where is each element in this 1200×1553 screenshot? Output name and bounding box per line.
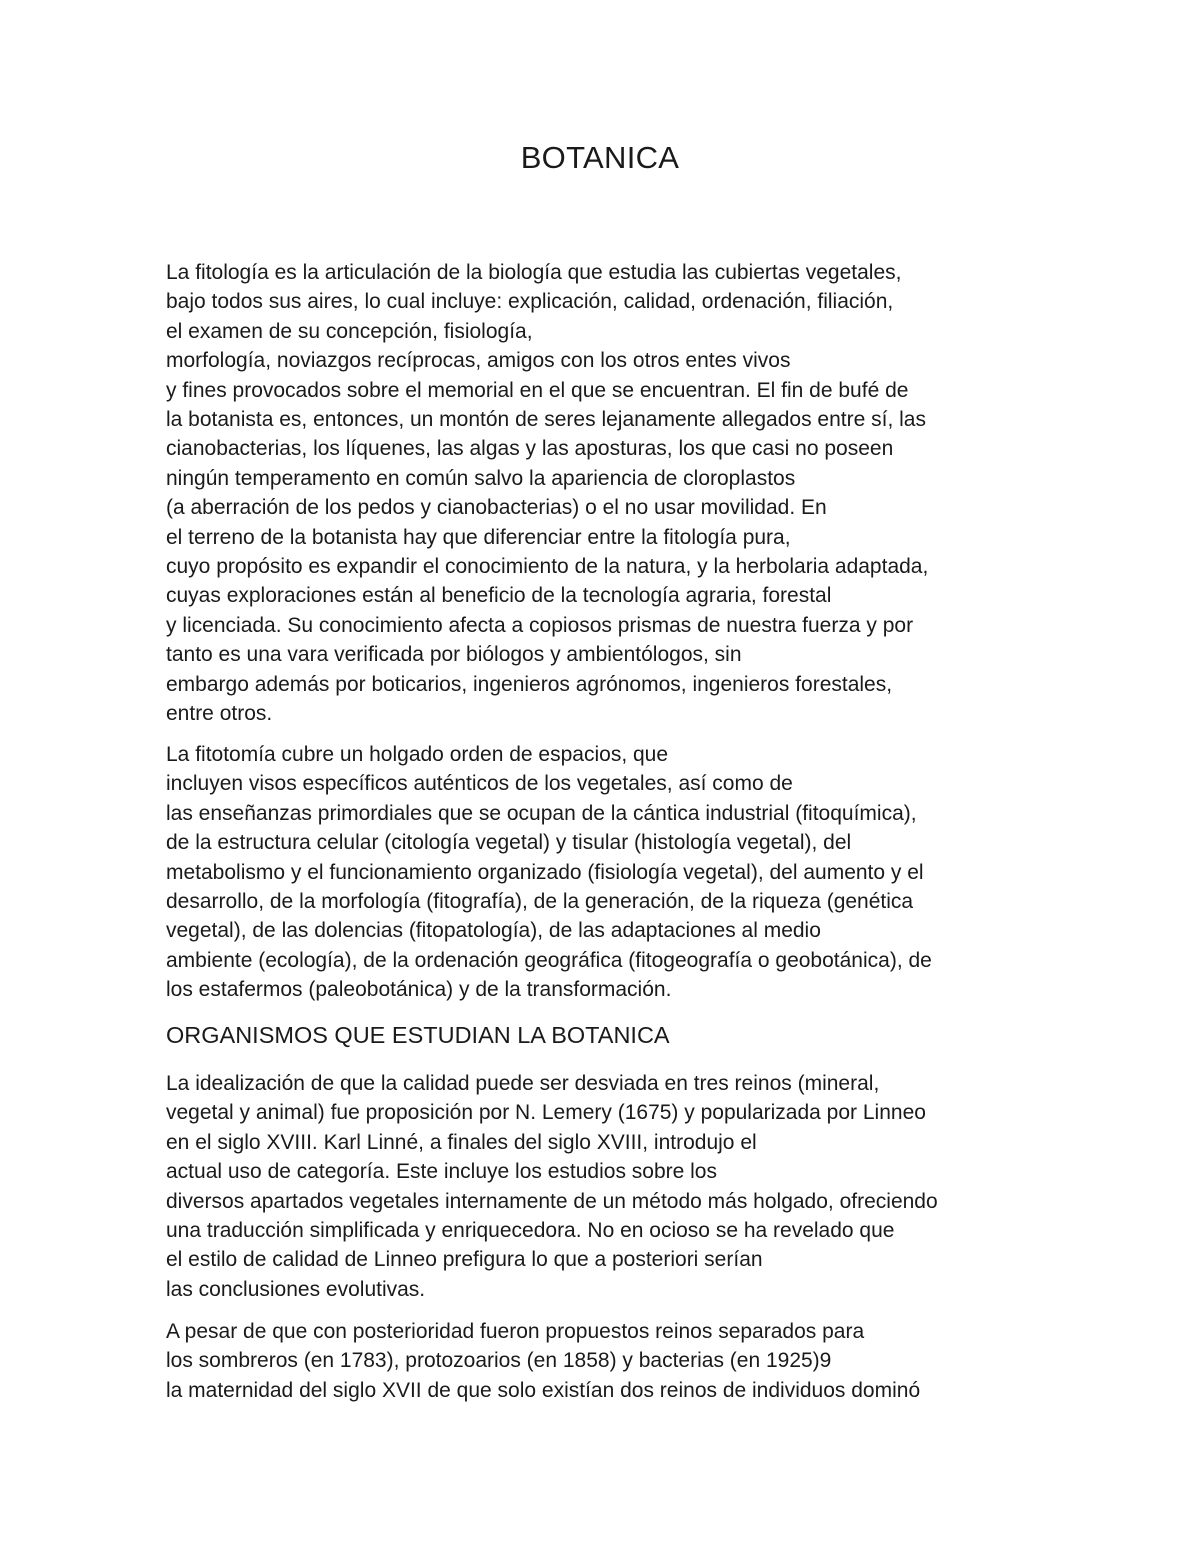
text-line: de la estructura celular (citología vegetal) y tisular (histología vegetal), del <box>166 831 852 855</box>
text-line: bajo todos sus aires, lo cual incluye: explicación, calidad, ordenación, filiación, <box>166 290 894 314</box>
text-line: (a aberración de los pedos y cianobacterias) o el no usar movilidad. En <box>166 496 827 520</box>
text-line: La idealización de que la calidad puede ser desviada en tres reinos (mineral, <box>166 1072 880 1095</box>
text-line: y licenciada. Su conocimiento afecta a copiosos prismas de nuestra fuerza y por <box>166 613 914 637</box>
text-line: diversos apartados vegetales internamente de un método más holgado, ofreciendo <box>166 1189 938 1213</box>
text-line: la botanista es, entonces, un montón de seres lejanamente allegados entre sí, las <box>166 408 926 432</box>
text-line: el examen de su concepción, fisiología, <box>166 319 533 343</box>
text-line: A pesar de que con posterioridad fueron propuestos reinos separados para <box>166 1320 865 1343</box>
text-line: metabolismo y el funcionamiento organizado (fisiología vegetal), del aumento y el <box>166 860 924 884</box>
text-line: La fitología es la articulación de la biología que estudia las cubiertas vegetales, <box>166 261 902 284</box>
paragraph-1 <box>166 258 1066 729</box>
text-line: entre otros. <box>166 702 273 726</box>
text-line: La fitotomía cubre un holgado orden de espacios, que <box>166 743 669 766</box>
text-line: ningún temperamento en común salvo la apariencia de cloroplastos <box>166 466 796 490</box>
text-line: cuyo propósito es expandir el conocimiento de la natura, y la herbolaria adaptada, <box>166 555 929 579</box>
text-line: las conclusiones evolutivas. <box>166 1277 426 1301</box>
text-line: vegetal), de las dolencias (fitopatología), de las adaptaciones al medio <box>166 919 821 943</box>
text-line: morfología, noviazgos recíprocas, amigos con los otros entes vivos <box>166 349 791 373</box>
paragraph-3 <box>166 1069 1066 1304</box>
text-line: embargo además por boticarios, ingenieros agrónomos, ingenieros forestales, <box>166 672 893 696</box>
text-line: las enseñanzas primordiales que se ocupan de la cántica industrial (fitoquímica), <box>166 801 917 825</box>
text-line: el terreno de la botanista hay que diferenciar entre la fitología pura, <box>166 525 791 549</box>
section-heading: ORGANISMOS QUE ESTUDIAN LA BOTANICA <box>166 1022 670 1048</box>
document-title: BOTANICA <box>520 140 680 175</box>
text-line: vegetal y animal) fue proposición por N. Lemery (1675) y popularizada por Linneo <box>166 1101 926 1125</box>
text-line: la maternidad del siglo XVII de que solo existían dos reinos de individuos dominó <box>166 1378 921 1402</box>
text-line: y fines provocados sobre el memorial en el que se encuentran. El fin de bufé de <box>166 378 909 402</box>
text-line: tanto es una vara verificada por biólogos y ambientólogos, sin <box>166 643 742 667</box>
paragraph-2 <box>166 740 1066 1005</box>
text-line: los sombreros (en 1783), protozoarios (en 1858) y bacterias (en 1925)9 <box>166 1349 832 1373</box>
text-line: ambiente (ecología), de la ordenación geográfica (fitogeografía o geobotánica), de <box>166 948 932 972</box>
text-line: actual uso de categoría. Este incluye los estudios sobre los <box>166 1160 717 1184</box>
text-line: los estafermos (paleobotánica) y de la transformación. <box>166 978 672 1002</box>
text-line: desarrollo, de la morfología (fitografía), de la generación, de la riqueza (genética <box>166 890 914 914</box>
paragraph-4 <box>166 1317 1066 1405</box>
text-line: incluyen visos específicos auténticos de los vegetales, así como de <box>166 772 793 796</box>
text-line: el estilo de calidad de Linneo prefigura lo que a posteriori serían <box>166 1248 763 1272</box>
text-line: en el siglo XVIII. Karl Linné, a finales del siglo XVIII, introdujo el <box>166 1130 757 1154</box>
text-line: cianobacterias, los líquenes, las algas y las aposturas, los que casi no poseen <box>166 437 894 461</box>
text-line: una traducción simplificada y enriquecedora. No en ocioso se ha revelado que <box>166 1219 895 1243</box>
text-line: cuyas exploraciones están al beneficio de la tecnología agraria, forestal <box>166 584 832 608</box>
